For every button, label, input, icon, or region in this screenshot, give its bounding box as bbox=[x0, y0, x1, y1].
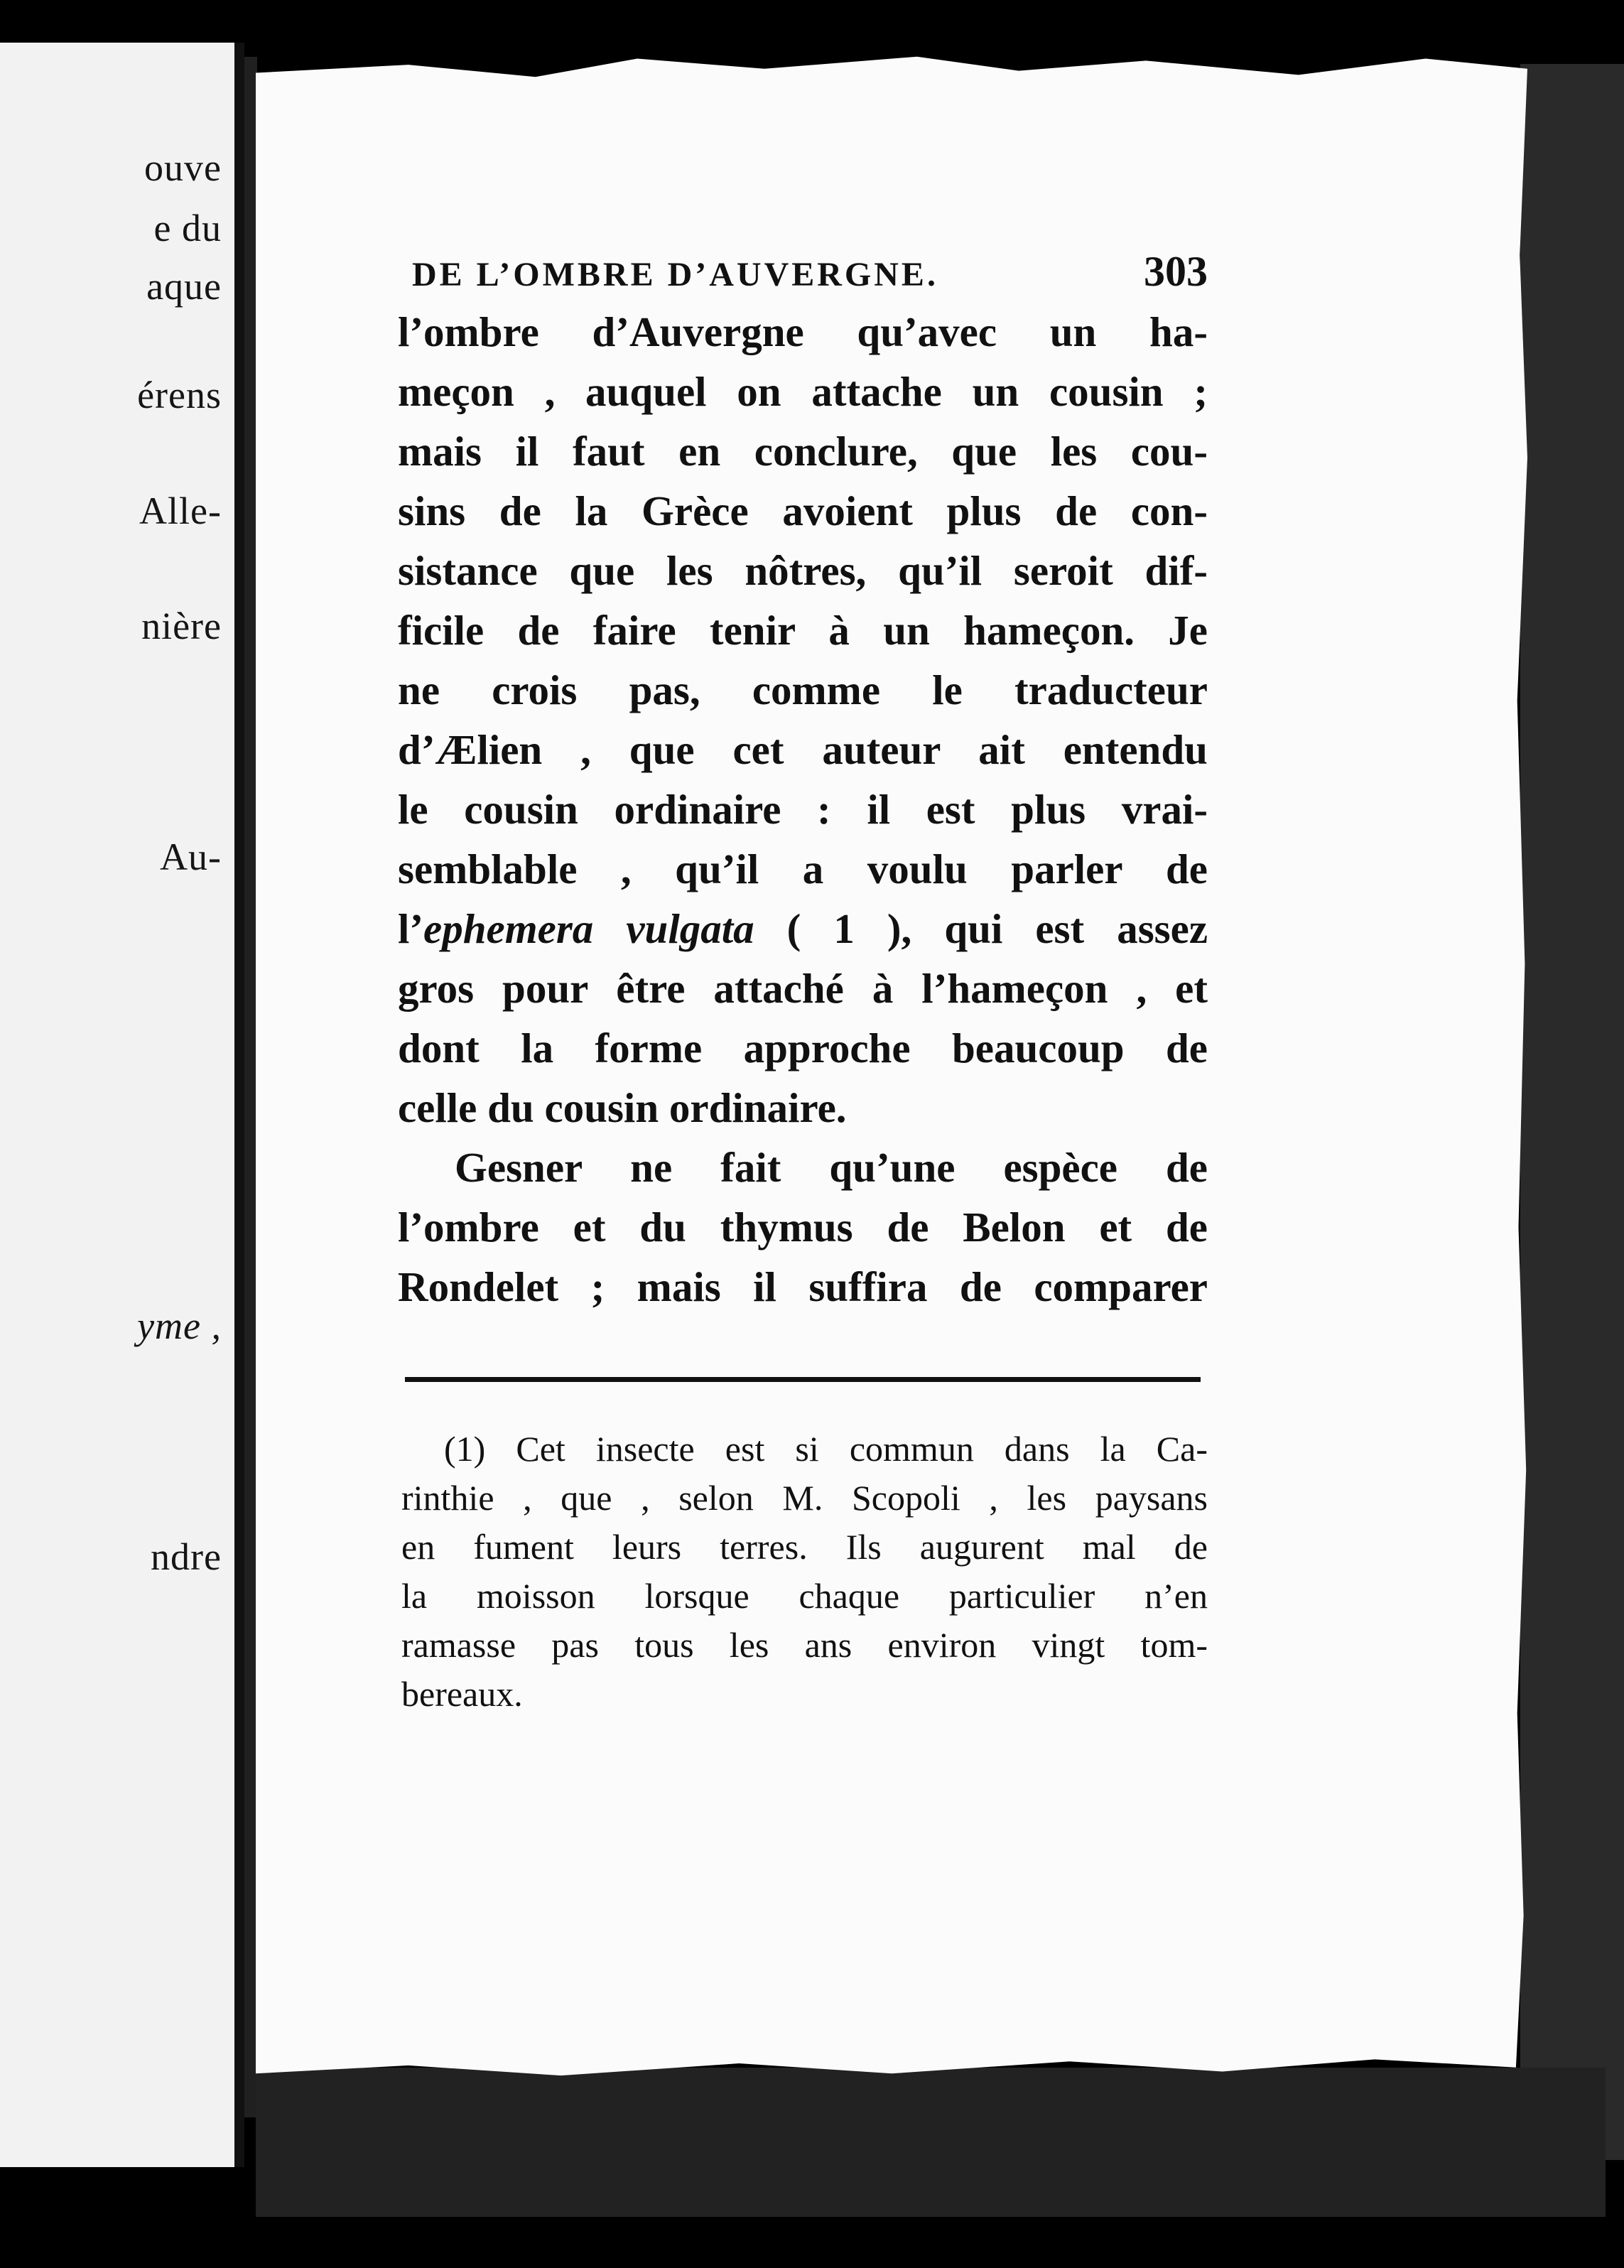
text-line-with-italic bbox=[398, 899, 1208, 958]
text-line: ne crois pas, comme le traducteur bbox=[398, 666, 1208, 713]
footnote-line: (1) Cet insecte est si commun dans la Ca- bbox=[444, 1429, 1208, 1469]
facing-page-fragment: e du bbox=[153, 207, 222, 249]
gutter-shadow bbox=[244, 57, 257, 2117]
text-line: le cousin ordinaire : il est plus vrai- bbox=[398, 786, 1208, 833]
text-line: dont la forme approche beaucoup de bbox=[398, 1025, 1208, 1071]
facing-page-fragment: érens bbox=[137, 374, 222, 416]
paragraph-start-line: Gesner ne fait qu’une espèce de bbox=[455, 1144, 1208, 1191]
facing-page-fragment: Alle- bbox=[139, 490, 222, 532]
text-line: meçon , auquel on attache un cousin ; bbox=[398, 368, 1208, 415]
text-line: sistance que les nôtres, qu’il seroit dif- bbox=[398, 547, 1208, 594]
facing-page-fragment: nière bbox=[141, 605, 222, 647]
body-text bbox=[398, 302, 1208, 1317]
facing-page-fragment: aque bbox=[146, 265, 222, 308]
paragraph-end-line: celle du cousin ordinaire. bbox=[398, 1084, 847, 1131]
text-line: sins de la Grèce avoient plus de con- bbox=[398, 487, 1208, 534]
text-fragment: ( 1 ), qui est assez bbox=[754, 905, 1208, 952]
italic-term: ephemera vulgata bbox=[423, 905, 754, 952]
footnote-rule bbox=[405, 1377, 1201, 1382]
text-line: mais il faut en conclure, que les cou- bbox=[398, 428, 1208, 475]
running-title: DE L’OMBRE D’AUVERGNE. bbox=[412, 256, 938, 293]
page-bottom-shadow bbox=[256, 2068, 1606, 2217]
text-line: Rondelet ; mais il suffira de comparer bbox=[398, 1263, 1208, 1310]
facing-page-fragment: Au- bbox=[160, 836, 222, 878]
page-edge-shadow bbox=[1520, 64, 1624, 2160]
text-line: l’ombre et du thymus de Belon et de bbox=[398, 1204, 1208, 1251]
footnote bbox=[401, 1425, 1208, 1719]
text-line: l’ombre d’Auvergne qu’avec un ha- bbox=[398, 308, 1208, 355]
facing-page-fragment: yme , bbox=[137, 1305, 222, 1347]
text-line: ficile de faire tenir à un hameçon. Je bbox=[398, 607, 1208, 654]
facing-page-fragment: ouve bbox=[144, 146, 222, 189]
text-line: semblable , qu’il a voulu parler de bbox=[398, 846, 1208, 892]
facing-page bbox=[0, 43, 244, 2167]
text-line: gros pour être attaché à l’hameçon , et bbox=[398, 965, 1208, 1012]
footnote-line: en fument leurs terres. Ils augurent mal de bbox=[401, 1527, 1208, 1567]
facing-page-fragment: ndre bbox=[151, 1535, 222, 1578]
footnote-line: la moisson lorsque chaque particulier n’en bbox=[401, 1576, 1208, 1616]
footnote-line: bereaux. bbox=[401, 1674, 523, 1714]
text-line: d’Ælien , que cet auteur ait entendu bbox=[398, 726, 1208, 773]
text-fragment: l’ bbox=[398, 905, 424, 952]
footnote-line: rinthie , que , selon M. Scopoli , les paysans bbox=[401, 1478, 1208, 1518]
page-number: 303 bbox=[1144, 248, 1208, 295]
footnote-line: ramasse pas tous les ans environ vingt tom- bbox=[401, 1625, 1208, 1665]
page-header bbox=[412, 247, 1208, 296]
